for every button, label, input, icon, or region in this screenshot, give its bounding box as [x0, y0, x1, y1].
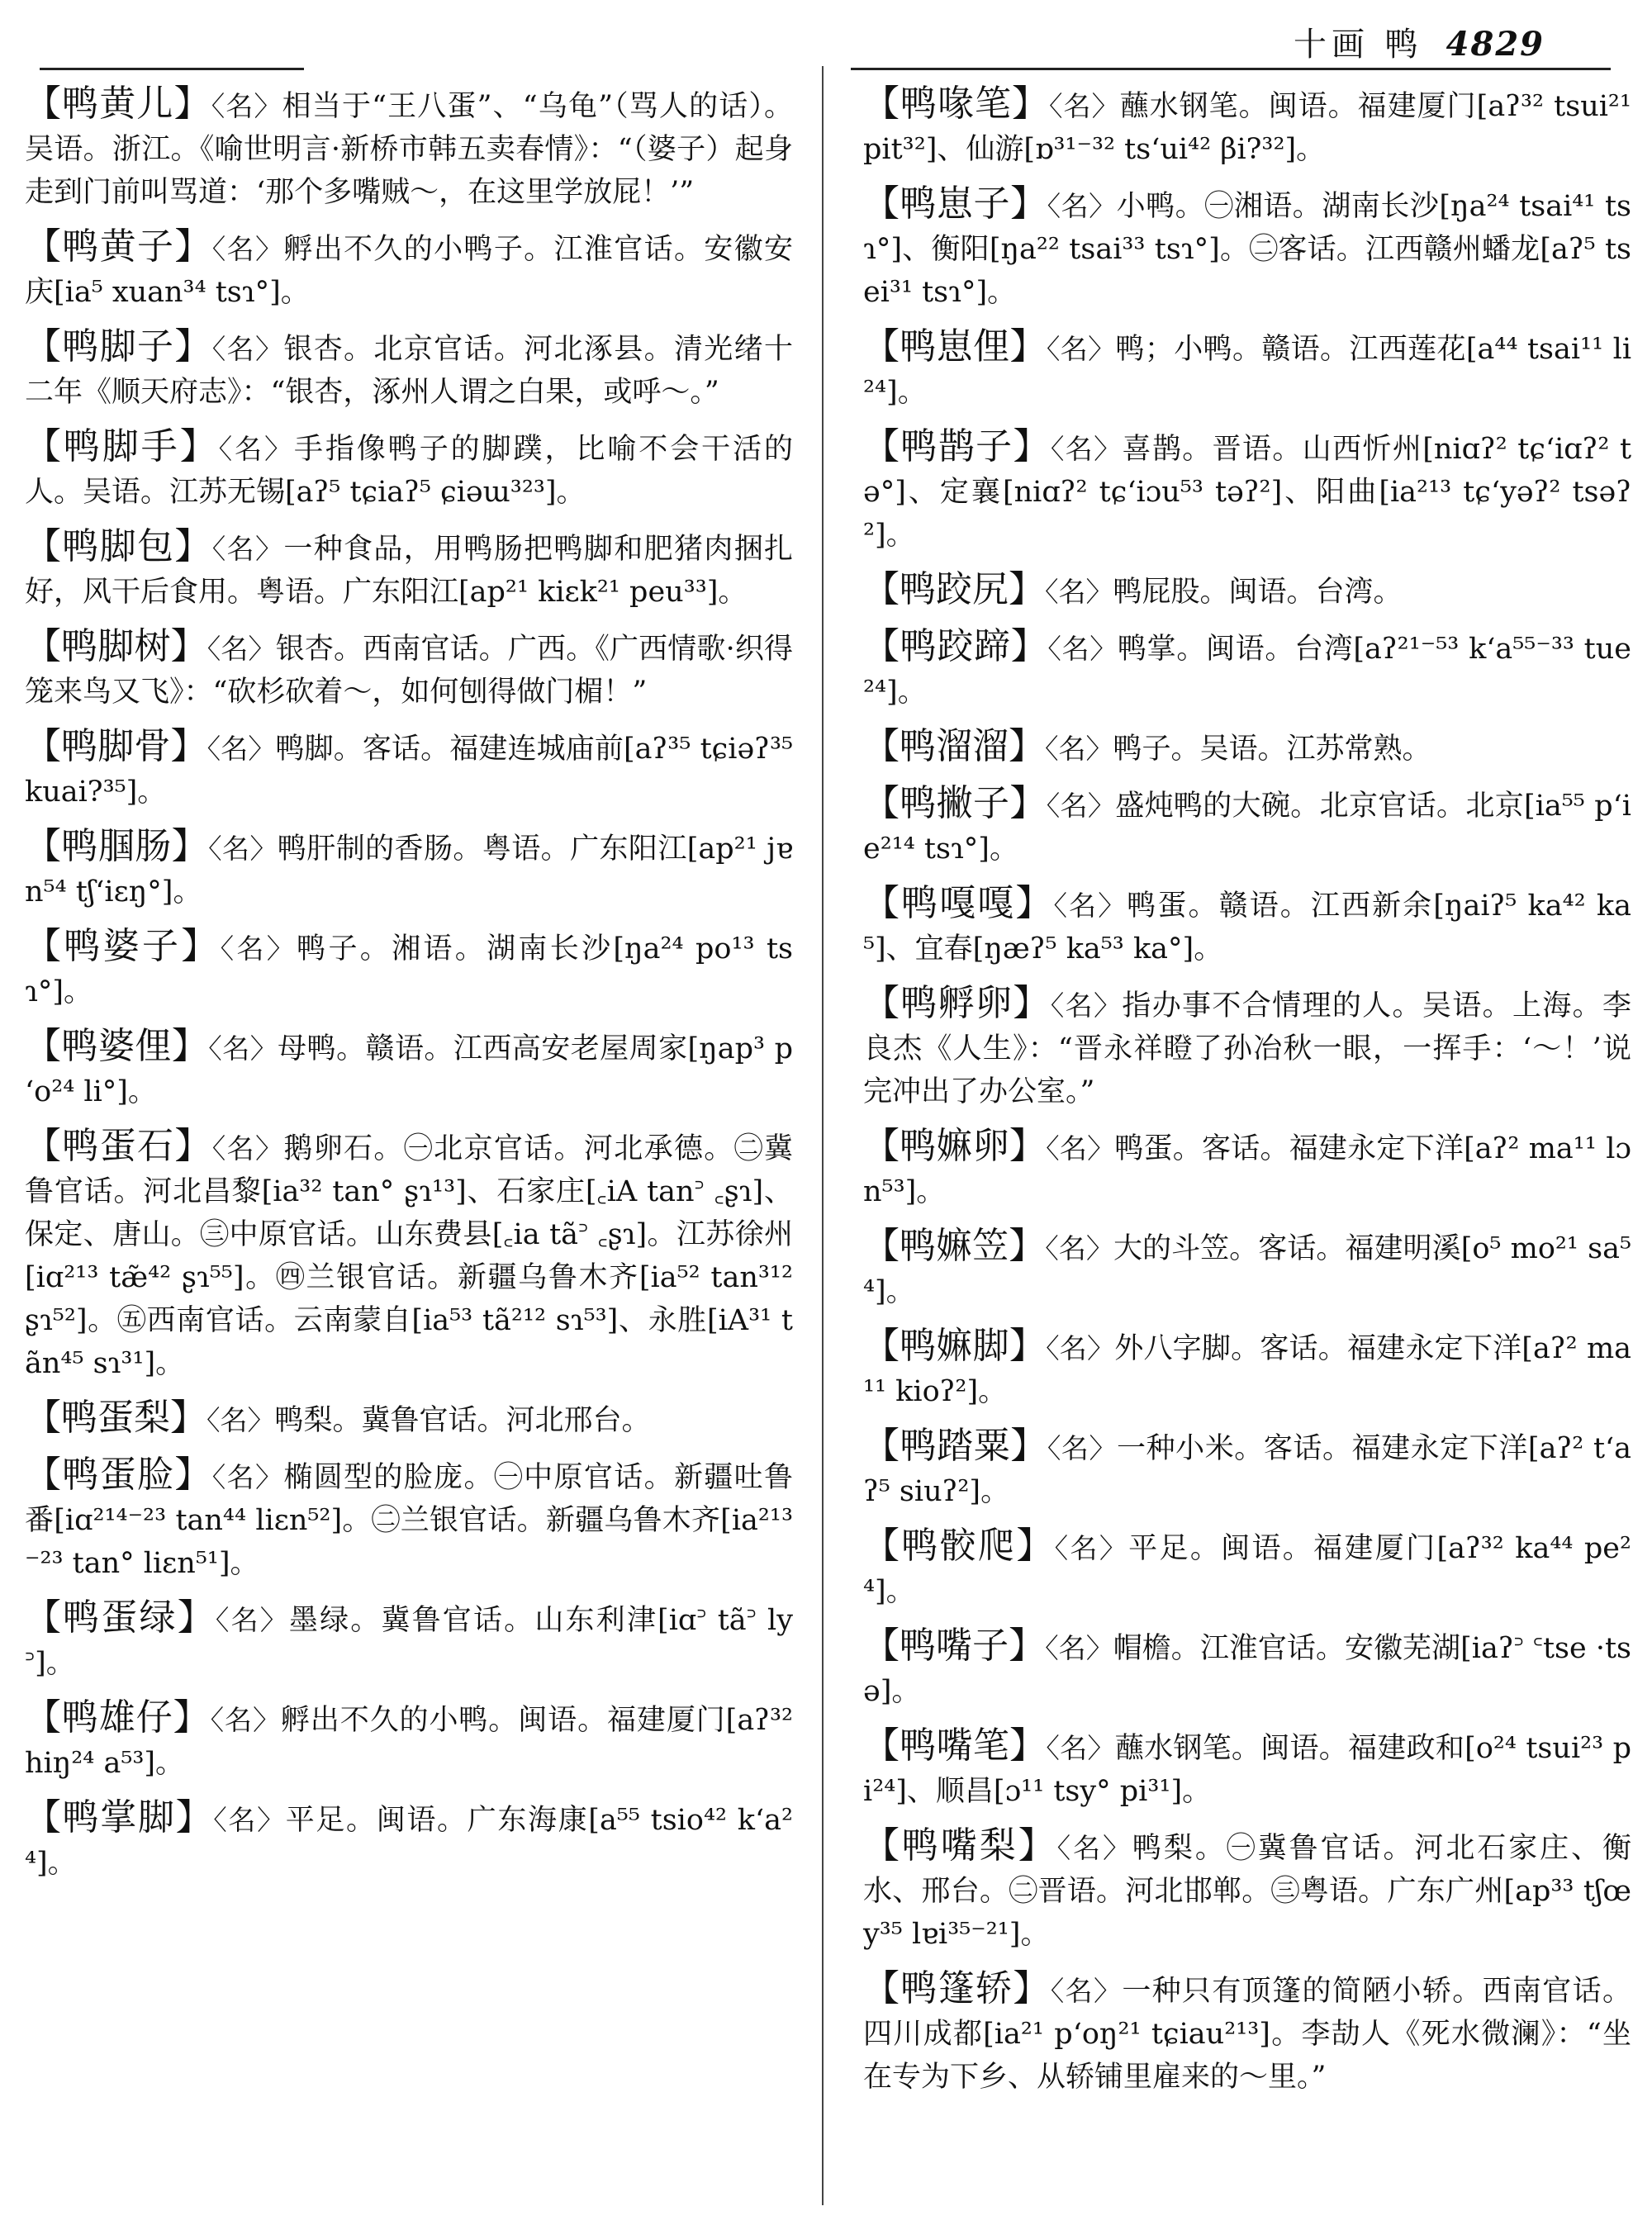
entry-headword: 【鸭崽子】: [863, 183, 1047, 225]
entry-definition: 蘸水钢笔。闽语。福建政和[o²⁴ tsui²³ pi²⁴]、顺昌[ɔ¹¹ tsy° pi³¹]。: [863, 1732, 1632, 1808]
page-header: [0, 18, 1652, 68]
dictionary-entry: [863, 1824, 1631, 1956]
entry-headword: 【鸭溜溜】: [863, 725, 1045, 767]
entry-part-of-speech: 〈名〉: [211, 233, 284, 265]
entry-definition: 盛炖鸭的大碗。北京官话。北京[ia⁵⁵ pʻie²¹⁴ tsɿ°]。: [863, 790, 1632, 866]
dictionary-entry: [863, 568, 1631, 614]
dictionary-entry: [25, 425, 793, 514]
entry-definition: 银杏。西南官话。广西。《广西情歌·织得笼来鸟又飞》：“砍杉砍着～，如何刨得做门楣！”: [25, 633, 794, 709]
left-column: [25, 83, 793, 1896]
entry-part-of-speech: 〈名〉: [1046, 333, 1116, 365]
entry-part-of-speech: 〈名〉: [1049, 90, 1120, 122]
entry-headword: 【鸭嘴笔】: [863, 1725, 1047, 1767]
dictionary-entry: [863, 982, 1631, 1113]
dictionary-entry: [863, 183, 1631, 314]
entry-definition: 帽檐。江淮官话。安徽芜湖[iaʔ꜄ ꜂tse ·tsə]。: [863, 1632, 1632, 1708]
entry-part-of-speech: 〈名〉: [211, 333, 284, 365]
entry-headword: 【鸭骹爬】: [863, 1525, 1055, 1567]
dictionary-entry: [863, 1125, 1631, 1213]
entry-part-of-speech: 〈名〉: [1047, 190, 1117, 222]
dictionary-entry: [863, 325, 1631, 414]
entry-headword: 【鸭脚包】: [25, 525, 212, 567]
dictionary-entry: [25, 925, 793, 1013]
entry-headword: 【鸭黄子】: [25, 225, 212, 268]
entry-part-of-speech: 〈名〉: [1045, 733, 1113, 765]
dictionary-entry: [25, 325, 793, 414]
entry-part-of-speech: 〈名〉: [1046, 1132, 1115, 1165]
dictionary-entry: [863, 725, 1631, 771]
entry-definition: 一种只有顶篷的简陋小轿。西南官话。四川成都[ia²¹ pʻoŋ²¹ tɕiau²¹³]。李劼人《死水微澜》：“坐在专为下乡、从轿铺里雇来的～里。”: [863, 1975, 1632, 2094]
dictionary-entry: [25, 83, 793, 214]
entry-part-of-speech: 〈名〉: [211, 533, 284, 565]
entry-part-of-speech: 〈名〉: [211, 1461, 284, 1493]
dictionary-entry: [863, 1525, 1631, 1613]
running-head: [1294, 18, 1545, 65]
entry-headword: 【鸭脚骨】: [25, 725, 207, 767]
entry-definition: 银杏。北京官话。河北涿县。清光绪十二年《顺天府志》：“银杏，涿州人谓之白果，或呼～。”: [25, 333, 794, 409]
dictionary-entry: [863, 782, 1631, 871]
dictionary-entry: [25, 225, 793, 314]
dictionary-entry: [863, 1325, 1631, 1413]
entry-definition: 平足。闽语。广东海康[a⁵⁵ tsio⁴² kʻa²⁴]。: [25, 1804, 794, 1880]
dictionary-entry: [25, 625, 793, 714]
entry-headword: 【鸭腘肠】: [25, 825, 209, 867]
entry-headword: 【鸭嫲笠】: [863, 1225, 1046, 1267]
entry-definition: 一种小米。客话。福建永定下洋[aʔ² tʻaʔ⁵ siuʔ²]。: [863, 1432, 1632, 1508]
dictionary-entry: [25, 1025, 793, 1113]
entry-part-of-speech: 〈名〉: [220, 932, 297, 965]
entry-definition: 鸭蛋。赣语。江西新余[ŋaiʔ⁵ ka⁴² ka⁵]、宜春[ŋæʔ⁵ ka⁵³ ka°]。: [863, 890, 1631, 966]
section-title: 十画 鸭: [1293, 26, 1423, 64]
dictionary-entry: [863, 1225, 1631, 1313]
entry-part-of-speech: 〈名〉: [1053, 890, 1127, 922]
dictionary-entry: [25, 1597, 793, 1685]
entry-headword: 【鸭嘴梨】: [863, 1824, 1057, 1867]
entry-definition: 鸭屁股。闽语。台湾。: [1113, 576, 1403, 609]
entry-headword: 【鸭脚手】: [25, 425, 219, 467]
entry-part-of-speech: 〈名〉: [206, 633, 276, 665]
dictionary-entry: [863, 83, 1631, 171]
entry-headword: 【鸭掌脚】: [25, 1796, 214, 1839]
entry-headword: 【鸭篷轿】: [863, 1967, 1051, 2009]
dictionary-entry: [25, 525, 793, 614]
entry-definition: 鸭蛋。客话。福建永定下洋[aʔ² ma¹¹ lɔn⁵³]。: [863, 1132, 1632, 1208]
dictionary-entry: [25, 1125, 793, 1385]
dictionary-entry: [25, 725, 793, 814]
entry-definition: 孵出不久的小鸭子。江淮官话。安徽安庆[ia⁵ xuan³⁴ tsɿ°]。: [25, 233, 794, 309]
entry-definition: 蘸水钢笔。闽语。福建厦门[aʔ³² tsui²¹ pit³²]、仙游[ɒ³¹⁻³² tsʻui⁴² βi?³²]。: [863, 90, 1631, 166]
entry-definition: 鸭；小鸭。赣语。江西莲花[a⁴⁴ tsai¹¹ li²⁴]。: [863, 333, 1632, 409]
entry-definition: 平足。闽语。福建厦门[aʔ³² ka⁴⁴ pe²⁴]。: [863, 1532, 1632, 1608]
entry-definition: 墨绿。冀鲁官话。山东利津[iɑ꜄ tã꜄ ly꜄]。: [25, 1604, 794, 1680]
entry-part-of-speech: 〈名〉: [210, 1704, 281, 1736]
entry-part-of-speech: 〈名〉: [1045, 1632, 1113, 1664]
entry-headword: 【鸭孵卵】: [863, 982, 1051, 1024]
entry-part-of-speech: 〈名〉: [1054, 1532, 1129, 1564]
entry-definition: 孵出不久的小鸭。闽语。福建厦门[aʔ³² hiŋ²⁴ a⁵³]。: [25, 1704, 794, 1780]
dictionary-entry: [863, 1625, 1631, 1713]
entry-headword: 【鸭踏粟】: [863, 1425, 1047, 1467]
entry-part-of-speech: 〈名〉: [1050, 989, 1123, 1022]
entry-part-of-speech: 〈名〉: [1045, 1232, 1113, 1264]
dictionary-entry: [863, 1425, 1631, 1513]
entry-headword: 【鸭嫲脚】: [863, 1325, 1047, 1367]
entry-definition: 外八字脚。客话。福建永定下洋[aʔ² ma¹¹ kioʔ²]。: [863, 1332, 1632, 1408]
entry-part-of-speech: 〈名〉: [206, 1404, 275, 1436]
entry-headword: 【鸭蛋石】: [25, 1125, 212, 1167]
dictionary-entry: [25, 825, 793, 913]
entry-part-of-speech: 〈名〉: [215, 1604, 289, 1636]
entry-definition: 椭圆型的脸庞。㊀中原官话。新疆吐鲁番[iɑ²¹⁴⁻²³ tan⁴⁴ liɛn⁵²]。㊁兰银官话。新疆乌鲁木齐[ia²¹³⁻²³ tan° liɛn⁵¹]。: [25, 1461, 794, 1580]
entry-headword: 【鸭嫲卵】: [863, 1125, 1047, 1167]
entry-definition: 小鸭。㊀湘语。湖南长沙[ŋa²⁴ tsai⁴¹ tsɿ°]、衡阳[ŋa²² tsai³³ tsɿ°]。㊁客话。江西赣州蟠龙[aʔ⁵ tsei³¹ tsɿ°]。: [863, 190, 1631, 309]
entry-definition: 鸭子。吴语。江苏常熟。: [1113, 733, 1431, 766]
entry-headword: 【鸭黄儿】: [25, 83, 211, 125]
entry-definition: 鸭脚。客话。福建连城庙前[aʔ³⁵ tɕiəʔ³⁵ kuai?³⁵]。: [25, 733, 793, 809]
entry-part-of-speech: 〈名〉: [1047, 633, 1118, 665]
entry-definition: 喜鹊。晋语。山西忻州[niɑʔ² tɕʻiɑʔ² tə°]、定襄[niɑʔ² tɕʻiɔu⁵³ təʔ²]、阳曲[ia²¹³ tɕʻyəʔ² tsəʔ²]。: [863, 433, 1632, 552]
dictionary-entry: [863, 1725, 1631, 1813]
entry-part-of-speech: 〈名〉: [1046, 1332, 1115, 1364]
entry-headword: 【鸭嘴子】: [863, 1625, 1046, 1667]
entry-headword: 【鸭鹊子】: [863, 425, 1051, 467]
entry-headword: 【鸭婆俚】: [25, 1025, 209, 1067]
entry-part-of-speech: 〈名〉: [211, 1132, 284, 1165]
entry-headword: 【鸭撇子】: [863, 782, 1047, 824]
entry-headword: 【鸭蛋绿】: [25, 1597, 216, 1639]
entry-definition: 一种食品，用鸭肠把鸭脚和肥猪肉捆扎好，风干后食用。粤语。广东阳江[ap²¹ kiɛk²¹ peu³³]。: [25, 533, 794, 609]
entry-headword: 【鸭蛋脸】: [25, 1454, 212, 1496]
entry-definition: 指办事不合情理的人。吴语。上海。李良杰《人生》：“晋永祥瞪了孙冶秋一眼，一挥手：‘～！’说完冲出了办公室。”: [863, 989, 1632, 1108]
column-divider: [822, 66, 824, 2205]
entry-definition: 鸭梨。冀鲁官话。河北邢台。: [274, 1404, 651, 1437]
entry-headword: 【鸭脚树】: [25, 625, 207, 667]
entry-definition: 手指像鸭子的脚蹼，比喻不会干活的人。吴语。江苏无锡[aʔ⁵ tɕiaʔ⁵ ɕiəɯ³²³]。: [25, 433, 793, 509]
dictionary-entry: [863, 425, 1631, 557]
entry-definition: 相当于“王八蛋”、“乌龟”（骂人的话）。吴语。浙江。《喻世明言·新桥市韩五卖春情》：“（婆子）起身走到门前叫骂道：‘那个多嘴贼～，在这里学放屁！’”: [25, 90, 794, 209]
entry-headword: 【鸭跤尻】: [863, 568, 1045, 610]
entry-part-of-speech: 〈名〉: [1050, 433, 1123, 465]
dictionary-entry: [25, 1696, 793, 1785]
header-rule-left: [40, 68, 304, 70]
entry-part-of-speech: 〈名〉: [206, 733, 276, 765]
entry-headword: 【鸭嘎嘎】: [863, 882, 1054, 924]
entry-part-of-speech: 〈名〉: [1046, 1732, 1115, 1764]
entry-definition: 鸭掌。闽语。台湾[aʔ²¹⁻⁵³ kʻa⁵⁵⁻³³ tue²⁴]。: [863, 633, 1632, 709]
entry-headword: 【鸭雄仔】: [25, 1696, 211, 1739]
entry-definition: 大的斗笠。客话。福建明溪[o⁵ mo²¹ sa⁵⁴]。: [863, 1232, 1631, 1308]
entry-headword: 【鸭崽俚】: [863, 325, 1047, 368]
entry-definition: 鸭肝制的香肠。粤语。广东阳江[ap²¹ jɐn⁵⁴ tʃʻiɛŋ°]。: [25, 833, 794, 909]
dictionary-entry: [25, 1397, 793, 1442]
dictionary-entry: [863, 882, 1631, 970]
entry-part-of-speech: 〈名〉: [211, 90, 282, 122]
dictionary-entry: [863, 1967, 1631, 2099]
entry-part-of-speech: 〈名〉: [1056, 1832, 1132, 1864]
entry-headword: 【鸭跤蹄】: [863, 625, 1048, 667]
entry-headword: 【鸭脚子】: [25, 325, 212, 368]
entry-part-of-speech: 〈名〉: [1047, 1432, 1118, 1464]
page-number: 4829: [1446, 25, 1545, 64]
entry-part-of-speech: 〈名〉: [213, 1804, 286, 1836]
dictionary-entry: [25, 1454, 793, 1585]
entry-part-of-speech: 〈名〉: [1045, 576, 1113, 608]
entry-part-of-speech: 〈名〉: [208, 1032, 278, 1065]
entry-headword: 【鸭婆子】: [25, 925, 221, 967]
right-column: [863, 83, 1631, 2110]
entry-part-of-speech: 〈名〉: [1046, 790, 1116, 822]
entry-part-of-speech: 〈名〉: [1050, 1975, 1123, 2007]
entry-definition: 鹅卵石。㊀北京官话。河北承德。㊁冀鲁官话。河北昌黎[ia³² tan° ʂɿ¹³]、石家庄[꜀iA tan꜄ ꜀ʂɿ]、保定、唐山。㊂中原官话。山东费县[꜀ia tã꜄ ꜀ʂɿ]。江苏徐州[iɑ²¹³ tæ̃⁴² ʂɿ⁵⁵]。㊃兰银官话。新疆乌鲁木齐[ia⁵² tan³¹² ʂɿ⁵²]。㊄西南官话。云南蒙自[ia⁵³ tã²¹² sɿ⁵³]、永胜[iA³¹ tãn⁴⁵ sɿ³¹]。: [25, 1132, 794, 1380]
header-rule-right: [851, 68, 1611, 70]
dictionary-entry: [25, 1796, 793, 1885]
entry-part-of-speech: 〈名〉: [218, 433, 294, 465]
entry-headword: 【鸭蛋梨】: [25, 1397, 206, 1439]
dictionary-entry: [863, 625, 1631, 714]
entry-headword: 【鸭喙笔】: [863, 83, 1050, 125]
entry-definition: 鸭子。湘语。湖南长沙[ŋa²⁴ po¹³ tsɿ°]。: [25, 932, 793, 1008]
entry-definition: 鸭梨。㊀冀鲁官话。河北石家庄、衡水、邢台。㊁晋语。河北邯郸。㊂粤语。广东广州[ap³³ tʃœy³⁵ lɐi³⁵⁻²¹]。: [863, 1832, 1631, 1951]
entry-part-of-speech: 〈名〉: [208, 833, 278, 865]
entry-definition: 母鸭。赣语。江西高安老屋周家[ŋap³ pʻo²⁴ li°]。: [25, 1032, 794, 1108]
